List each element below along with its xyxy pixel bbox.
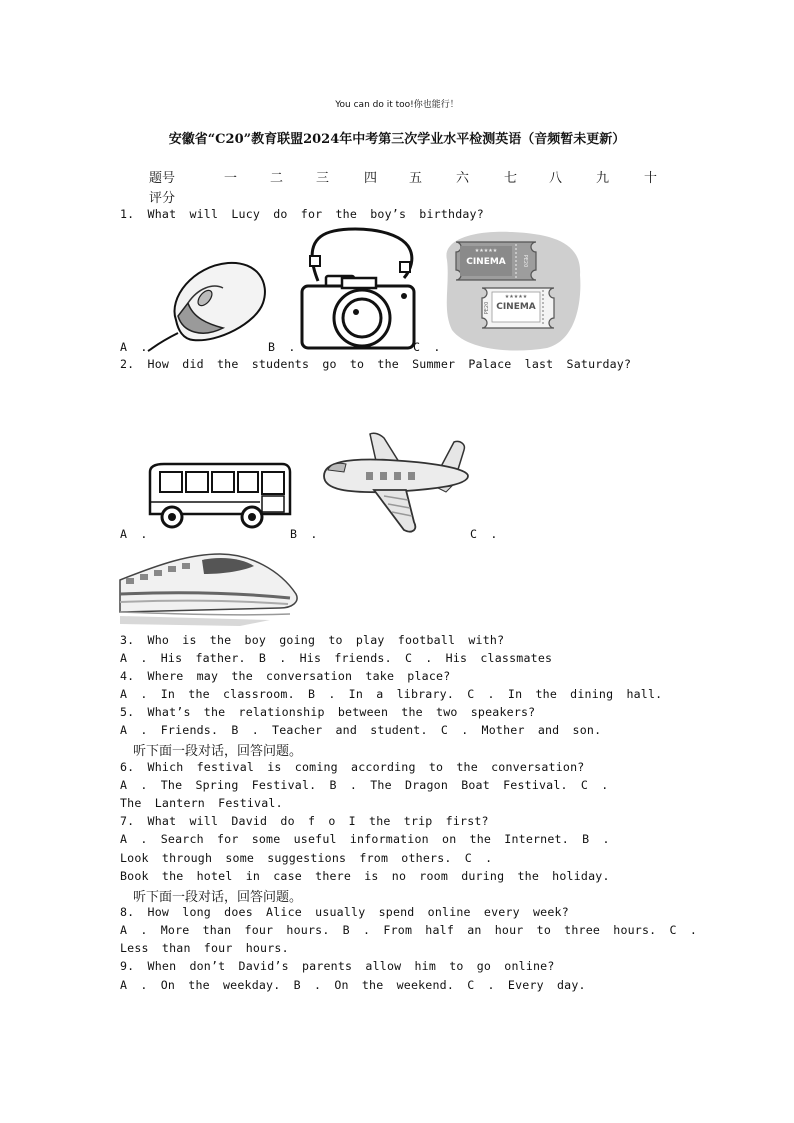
q3-options: A . His father. B . His friends. C . His classmates [120, 651, 553, 665]
computer-mouse-image [148, 258, 270, 353]
ticket-1-label: CINEMA [466, 257, 506, 267]
q1-option-b: B . [268, 340, 296, 354]
section-instruction-2: 听下面一段对话，回答问题。 [133, 890, 303, 905]
q6-options-2: The Lantern Festival. [120, 796, 283, 810]
ticket-1-code: PE20 [522, 254, 528, 268]
q4-options: A . In the classroom. B . In a library. C . In the dining hall. [120, 687, 663, 701]
score-col-7: 七 [504, 171, 518, 186]
q6-options-1: A . The Spring Festival. B . The Dragon Boat Festival. C . [120, 778, 609, 792]
question-8: 8. How long does Alice usually spend online every week? [120, 905, 569, 919]
question-7: 7. What will David do f o I the trip first? [120, 814, 489, 828]
bus-image [146, 462, 292, 532]
question-5: 5. What’s the relationship between the two speakers? [120, 705, 536, 719]
section-instruction-1: 听下面一段对话，回答问题。 [133, 744, 303, 759]
score-row2-label: 评分 [149, 191, 176, 206]
score-col-4: 四 [364, 171, 378, 186]
high-speed-train-image [120, 550, 300, 628]
score-col-10: 十 [644, 171, 658, 186]
score-row-label: 题号 [149, 171, 176, 186]
score-col-3: 三 [316, 171, 330, 186]
motto: You can do it too!你也能行！ [335, 100, 459, 110]
svg-text:★★★★★: ★★★★★ [474, 248, 498, 254]
score-col-5: 五 [409, 171, 423, 186]
q2-option-c: C . [470, 527, 498, 541]
question-2: 2. How did the students go to the Summer Palace last Saturday? [120, 357, 632, 371]
q5-options: A . Friends. B . Teacher and student. C . Mother and son. [120, 723, 602, 737]
airplane-image [318, 430, 470, 534]
question-9: 9. When don’t David’s parents allow him to go online? [120, 959, 555, 973]
score-col-8: 八 [549, 171, 563, 186]
score-col-9: 九 [596, 171, 610, 186]
q7-options-1: A . Search for some useful information on the Internet. B . [120, 832, 610, 846]
page-title: 安徽省“C20”教育联盟2024年中考第三次学业水平检测英语（音频暂未更新） [168, 132, 626, 147]
q8-options-2: Less than four hours. [120, 941, 289, 955]
question-4: 4. Where may the conversation take place? [120, 669, 451, 683]
question-1: 1. What will Lucy do for the boy’s birthday? [120, 207, 484, 221]
ticket-2-label: CINEMA [496, 302, 536, 312]
score-col-6: 六 [456, 171, 470, 186]
cinema-tickets-image [442, 230, 582, 352]
q2-option-a: A . [120, 527, 148, 541]
q1-option-c: C . [413, 340, 441, 354]
q1-option-a: A . [120, 340, 148, 354]
q7-options-2: Look through some suggestions from others. C . [120, 851, 493, 865]
camera-image [300, 226, 420, 350]
score-col-1: 一 [224, 171, 238, 186]
question-6: 6. Which festival is coming according to the conversation? [120, 760, 585, 774]
score-col-2: 二 [270, 171, 284, 186]
q9-options: A . On the weekday. B . On the weekend. C . Every day. [120, 978, 586, 992]
svg-text:★★★★★: ★★★★★ [504, 294, 528, 300]
ticket-2-code: PE20 [484, 301, 490, 315]
q2-option-b: B . [290, 527, 318, 541]
question-3: 3. Who is the boy going to play football with? [120, 633, 505, 647]
q7-options-3: Book the hotel in case there is no room during the holiday. [120, 869, 610, 883]
q8-options-1: A . More than four hours. B . From half an hour to three hours. C . [120, 923, 698, 937]
